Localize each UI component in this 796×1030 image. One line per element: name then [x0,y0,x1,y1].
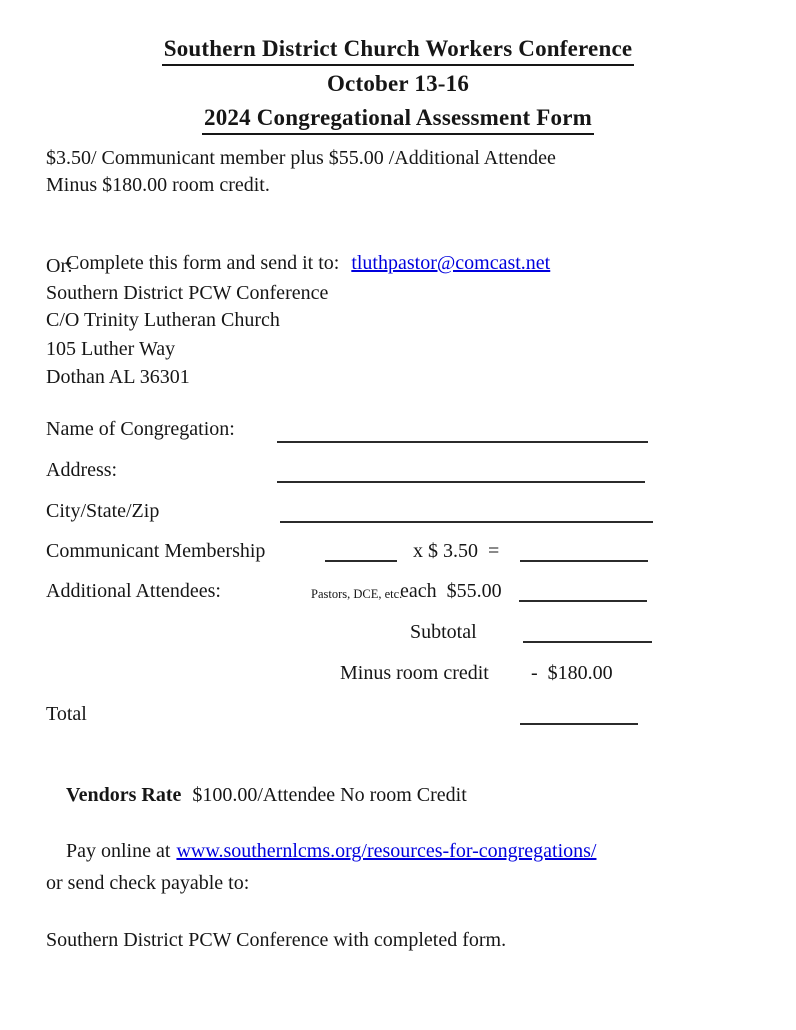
communicant-total-blank-line [520,560,648,562]
communicant-count-blank-line [325,560,397,562]
pay-online-text: Pay online at [66,840,171,862]
or-label: Or: [46,255,73,277]
subtotal-label: Subtotal [410,621,477,643]
total-blank-line [520,723,638,725]
completed-form-text: Southern District PCW Conference with completed form. [46,929,507,951]
room-credit-amount: - $180.00 [531,662,613,684]
attendees-total-blank-line [519,600,647,602]
attendees-rate-label: each $55.00 [400,580,502,602]
address-blank-line [277,481,645,483]
additional-attendees-label: Additional Attendees: [46,580,221,602]
subtotal-blank-line [523,641,652,643]
address-label: Address: [46,459,118,481]
vendors-rate-text: $100.00/Attendee No room Credit [192,784,467,806]
page-title [0,36,796,66]
pricing-line-1: $3.50/ Communicant member plus $55.00 /Additional Attendee [46,147,556,169]
name-of-congregation-blank-line [277,441,648,443]
pay-online-link[interactable]: www.southernlcms.org/resources-for-congregations/ [176,840,597,862]
form-title-text: 2024 Congregational Assessment Form [202,105,594,135]
attendees-note: Pastors, DCE, etc. [311,587,403,601]
care-of-line: C/O Trinity Lutheran Church [46,309,280,331]
check-payable-text: or send check payable to: [46,872,250,894]
street-address: 105 Luther Way [46,338,176,360]
total-label: Total [46,703,87,725]
org-name: Southern District PCW Conference [46,282,329,304]
city-state-zip-label: City/State/Zip [46,500,160,522]
vendors-rate-label: Vendors Rate [66,784,182,806]
communicant-membership-label: Communicant Membership [46,540,266,562]
city-state-zip-blank-line [280,521,653,523]
conference-dates: October 13-16 [326,71,470,96]
email-link[interactable]: tluthpastor@comcast.net [351,252,551,274]
city-state-zip: Dothan AL 36301 [46,366,190,388]
form-title [0,105,796,135]
communicant-rate-label: x $ 3.50 = [413,540,500,562]
page-title-text: Southern District Church Workers Conference [162,36,635,66]
send-instructions: Complete this form and send it to: [66,252,340,274]
minus-room-credit-label: Minus room credit [340,662,489,684]
pricing-line-2: Minus $180.00 room credit. [46,174,270,196]
name-of-congregation-label: Name of Congregation: [46,418,235,440]
